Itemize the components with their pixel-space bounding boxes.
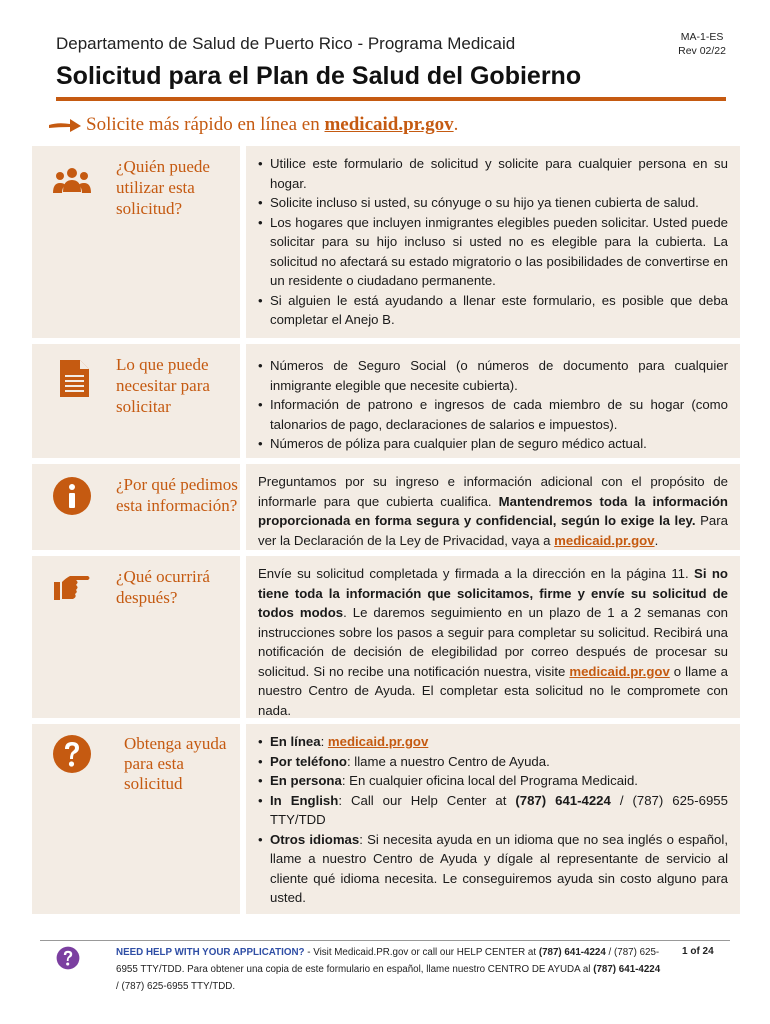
- help-item-label: En línea: [270, 734, 321, 749]
- next-link[interactable]: medicaid.pr.gov: [569, 663, 670, 679]
- info-icon: [52, 476, 92, 516]
- footer-text-1: - Visit Medicaid.PR.gov or call our HELP CENTER at: [304, 947, 539, 958]
- section-need-label: [32, 344, 240, 458]
- section-help-heading: Obtenga ayuda para esta solicitud: [124, 734, 227, 793]
- footer-divider: [40, 940, 730, 941]
- help-item-label: En persona: [270, 773, 342, 788]
- help-item-text-2: / (787) 625-6955 TTY/TDD: [270, 792, 728, 827]
- department-name: Departamento de Salud de Puerto Rico - Programa Medicaid: [56, 34, 516, 53]
- banner-link[interactable]: medicaid.pr.gov: [324, 114, 454, 135]
- why-text-3: .: [654, 532, 659, 548]
- list-item: [258, 732, 728, 752]
- why-text-2: Para ver la Declaración de la Ley de Privacidad, vaya a: [258, 513, 728, 548]
- section-help-label: [32, 724, 240, 914]
- banner-text-before: Solicite más rápido en línea en: [86, 114, 325, 135]
- help-item-label: Por teléfono: [270, 753, 347, 769]
- footer-heading: NEED HELP WITH YOUR APPLICATION?: [116, 947, 305, 958]
- section-why-content: [246, 464, 740, 550]
- section-next-content: [246, 556, 740, 718]
- form-code: MA-1-ES: [680, 31, 724, 43]
- document-icon: [54, 358, 94, 398]
- list-item: • Números de Seguro Social (o números de documento para cualquier inmigrante elegible que necesite cubierta).: [258, 356, 728, 395]
- help-item-text: : Call our Help Center at: [338, 792, 516, 808]
- why-bold-1: Mantendremos toda la información proporcionada en forma segura y confidencial, según lo exige la ley.: [258, 493, 728, 528]
- footer-phone-2: (787) 641-4224: [593, 964, 661, 975]
- next-text-1: Envíe su solicitud completada y firmada a la dirección en la página 11.: [258, 566, 695, 581]
- list-item: [258, 791, 728, 830]
- help-item-text: : Si necesita ayuda en un idioma que no sea inglés o español, llame a nuestro Centro de Ayuda y dígale al representante de servicio al cliente qué idioma necesita. Le conseguiremos ayuda sin costo alguno para usted.: [270, 831, 728, 905]
- online-banner-text: [86, 114, 458, 136]
- footer-text-2: / (787) 625-6955 TTY/TDD. Para obtener una copia de este formulario en español, llame nuestro CENTRO DE AYUDA al: [116, 947, 660, 975]
- section-need-heading: Lo que puede necesitar para solicitar: [116, 355, 210, 416]
- list-item: • Números de póliza para cualquier plan de seguro médico actual.: [258, 434, 728, 454]
- section-next-paragraph: [258, 564, 728, 720]
- footer-text: [116, 944, 662, 995]
- why-link[interactable]: medicaid.pr.gov: [554, 532, 655, 548]
- section-who-content: [246, 146, 740, 338]
- question-icon: [52, 734, 92, 774]
- list-item: • Información de patrono e ingresos de cada miembro de su hogar (como talonarios de pago, declaraciones de salarios e impuestos).: [258, 395, 728, 434]
- help-item-text: : llame a nuestro Centro de Ayuda.: [346, 753, 550, 769]
- list-item: [258, 752, 728, 772]
- form-code-block: [678, 30, 726, 58]
- list-item: [258, 830, 728, 908]
- page-number: 1 of 24: [682, 946, 714, 957]
- next-bold-1: Si no tiene toda la información que solicitamos, firme y envíe su solicitud de todos modos: [258, 566, 728, 620]
- banner-text-after: .: [453, 114, 459, 135]
- help-item-text: : En cualquier oficina local del Programa Medicaid.: [341, 773, 638, 788]
- help-online-link[interactable]: medicaid.pr.gov: [327, 734, 429, 749]
- pointing-hand-icon: [52, 568, 92, 608]
- page-title: Solicitud para el Plan de Salud del Gobierno: [56, 62, 582, 90]
- footer-text-3: / (787) 625-6955 TTY/TDD.: [116, 981, 236, 992]
- list-item: • Los hogares que incluyen inmigrantes elegibles pueden solicitar. Usted puede solicitar para su hijo incluso si usted no es elegible para la cubierta. La solicitud no afectará su estado migratorio o las posibilidades de convertirse en un residente o ciudadano permanente.: [258, 213, 728, 291]
- arrow-right-icon: [48, 116, 82, 134]
- title-divider: [56, 97, 726, 101]
- help-phone: (787) 641-4224: [515, 792, 611, 808]
- section-why-label: [32, 464, 240, 550]
- form-revision: Rev 02/22: [678, 45, 726, 57]
- help-item-text: :: [320, 734, 328, 749]
- section-help-content: [246, 724, 740, 914]
- question-icon: [56, 946, 80, 970]
- next-text-2: . Le daremos seguimiento en un plazo de 1 a 2 semanas con instrucciones sobre los pasos a seguir para completar su solicitud. Recibirá una notificación de decisión de elegibilidad por correo después de procesar su solicitud. Si no recibe una notificación nuestra, visite: [258, 605, 728, 679]
- section-next-heading: ¿Qué ocurrirá después?: [116, 567, 210, 607]
- section-why-heading: ¿Por qué pedimos esta información?: [116, 475, 238, 515]
- help-item-label: Otros idiomas: [270, 831, 360, 847]
- people-icon: [52, 162, 92, 202]
- next-text-3: o llame a nuestro Centro de Ayuda. El completar esta solicitud no le compromete con nada.: [258, 663, 728, 718]
- help-item-label: In English: [270, 792, 339, 808]
- section-why-paragraph: [258, 472, 728, 550]
- section-who-label: [32, 146, 240, 338]
- section-who-heading: ¿Quién puede utilizar esta solicitud?: [116, 157, 210, 218]
- why-text-1: Preguntamos por su ingreso e información adicional con el propósito de informarle para que cubierta cualifica.: [258, 474, 728, 509]
- list-item: • Si alguien le está ayudando a llenar este formulario, es posible que deba completar el Anejo B.: [258, 291, 728, 330]
- list-item: • Solicite incluso si usted, su cónyuge o su hijo ya tienen cubierta de salud.: [258, 193, 728, 213]
- online-banner: [48, 112, 458, 138]
- list-item: [258, 771, 728, 791]
- list-item: • Utilice este formulario de solicitud y solicite para cualquier persona en su hogar.: [258, 154, 728, 193]
- section-need-content: [246, 344, 740, 458]
- footer-phone: (787) 641-4224: [538, 947, 606, 958]
- section-next-label: [32, 556, 240, 718]
